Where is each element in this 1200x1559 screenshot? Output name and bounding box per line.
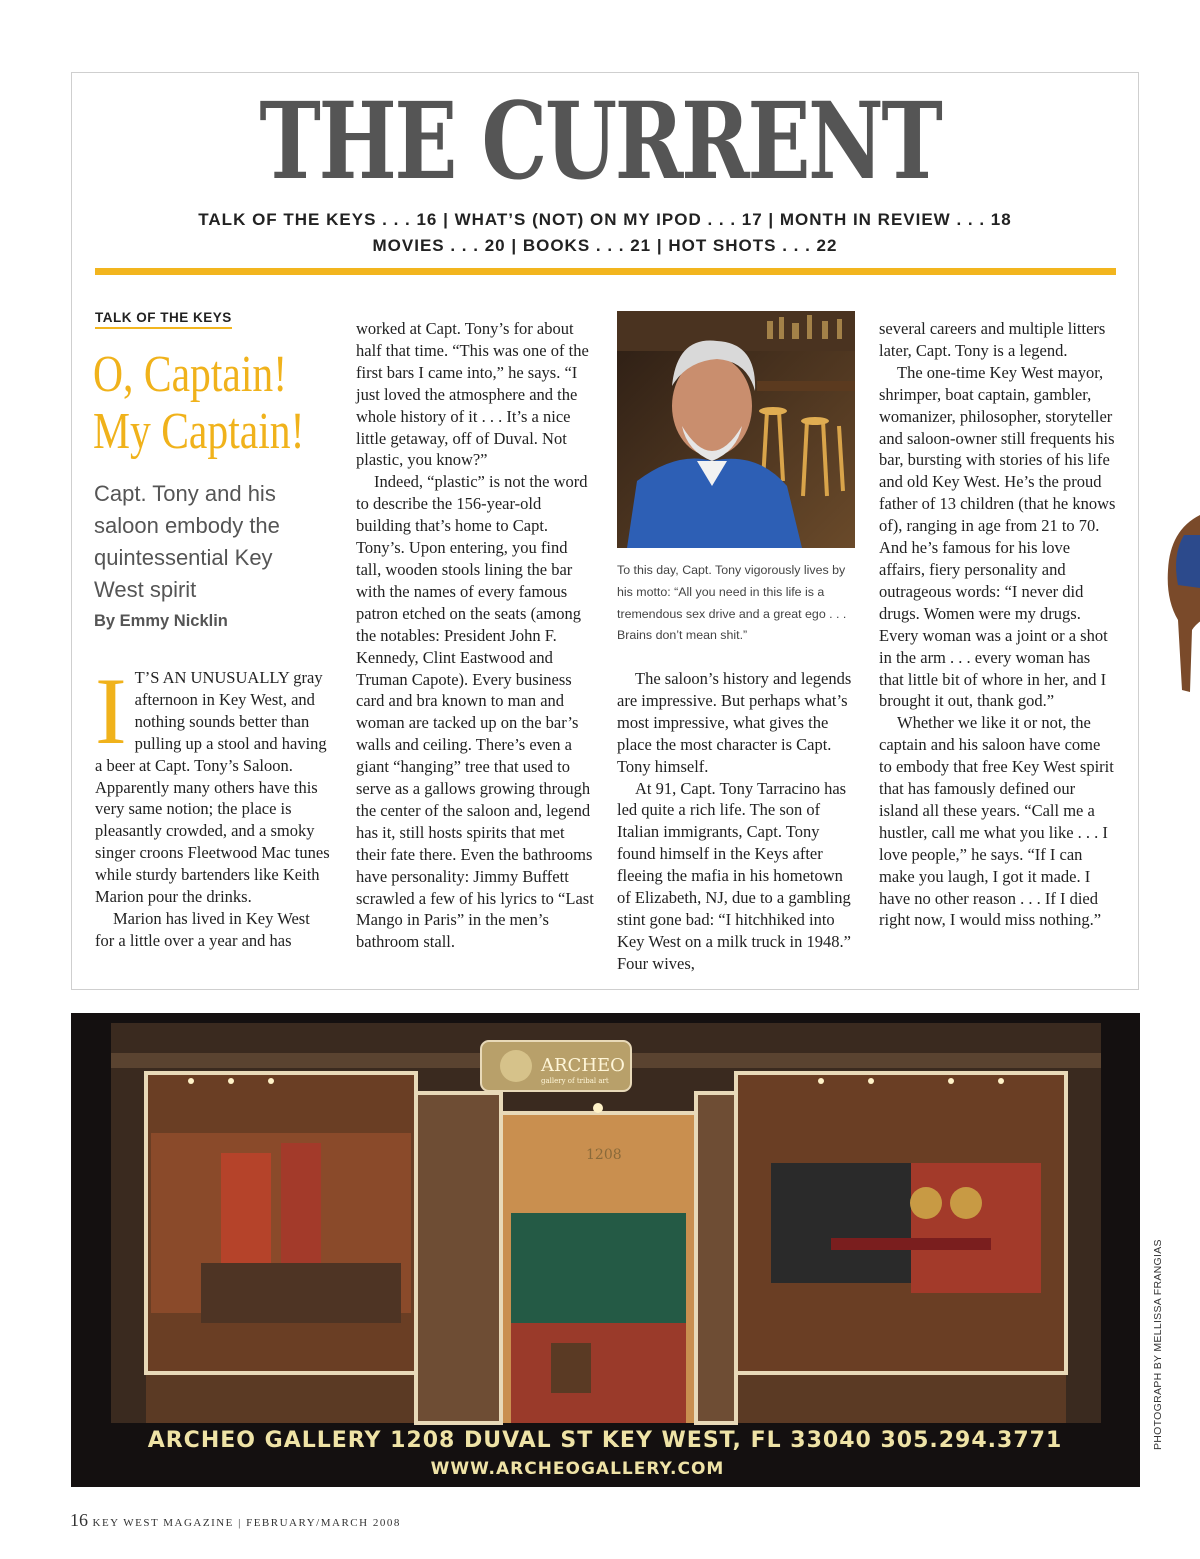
byline: By Emmy Nicklin (94, 612, 228, 630)
folio (70, 1510, 401, 1531)
gallery-sign: ARCHEO (541, 1055, 625, 1076)
paragraph: several careers and multiple litters later, Capt. Tony is a legend. (879, 319, 1106, 360)
drop-cap: I (95, 658, 127, 764)
section-label: TALK OF THE KEYS (95, 310, 232, 329)
paragraph: Marion has lived in Key West for a little over a year and has (95, 908, 310, 950)
headline (93, 346, 304, 460)
street-number: 1208 (586, 1147, 622, 1163)
gallery-sign-subtitle: gallery of tribal art (541, 1077, 609, 1085)
photo-caption: To this day, Capt. Tony vigorously lives by his motto: “All you need in this life is a tremendous sex drive and a great ego . . . Brains don’t mean shit.” (617, 563, 847, 643)
paragraph: The saloon’s history and legends are impressive. But perhaps what’s most impressive, what gives the place the most character is Capt. Tony himself. (617, 669, 852, 776)
article-column-2 (356, 318, 596, 953)
paragraph: Whether we like it or not, the captain and his saloon have come to embody that free Key West spirit that has famously defined our island all these years. “Call me a hustler, call me what you like . . . I love people,” he says. “If I can make you laugh, I got it made. I have no other reason . . . If I died right now, I would miss nothing.” (879, 713, 1114, 930)
headline-line-2: My Captain! (93, 403, 305, 460)
article-column-3 (617, 668, 857, 975)
masthead: THE CURRENT (259, 78, 941, 203)
paragraph: I T’S AN UNUSUALLY gray afternoon in Key West, and nothing sounds better than pulling up a stool and having a beer at Capt. Tony’s Saloon. Apparently many others have this very same notion; the place is pleasantly crowded, and a smoky singer croons Fleetwood Mac tunes while sturdy bartenders like Keith Marion pour the drinks. (95, 658, 330, 907)
paragraph: Indeed, “plastic” is not the word to describe the 156-year-old building that’s home to Capt. Tony’s. Upon entering, you find tall, wooden stools lining the bar with the names of every famous patron etched on the seats (among the notables: President John F. Kennedy, Clint Eastwood and Truman Capote). Every business card and bra known to man and woman are tacked up on the bar’s walls and ceiling. There’s even a giant “hanging” tree that used to serve as a gallows growing through the center of the saloon and, legend has it, still hosts spirits that met their fate there. Even the bathrooms have personality: Jimmy Buffett scrawled a few of his lyrics to “Last Mango in Paris” in the men’s bathroom stall. (356, 472, 594, 952)
captain-tony-photo (617, 311, 855, 548)
archeo-gallery-ad[interactable] (71, 1013, 1140, 1487)
section-nav-line-2: MOVIES . . . 20 | BOOKS . . . 21 | HOT SHOTS . . . 22 (372, 236, 838, 255)
horse-illustration (1160, 510, 1200, 700)
accent-rule (95, 268, 1116, 275)
paragraph: worked at Capt. Tony’s for about half that time. “This was one of the first bars I came into,” he says. “I just loved the atmosphere and the whole history of it . . . It’s a nice little getaway, off of Duval. Not plastic, you know?” (356, 319, 589, 470)
ad-website-link[interactable]: WWW.ARCHEOGALLERY.COM (430, 1459, 725, 1479)
section-nav-line-1: TALK OF THE KEYS . . . 16 | WHAT’S (NOT) ON MY IPOD . . . 17 | MONTH IN REVIEW . . . 18 (198, 210, 1012, 229)
paragraph: At 91, Capt. Tony Tarracino has led quite a rich life. The son of Italian immigrants, Capt. Tony found himself in the Keys after fleeing the mafia in his hometown of Elizabeth, NJ, due to a gambling stint gone bad: “I hitchhiked into Key West on a milk truck in 1948.” Four wives, (617, 778, 851, 973)
article-column-4 (879, 318, 1117, 931)
ad-contact-line: ARCHEO GALLERY 1208 DUVAL ST KEY WEST, FL 33040 305.294.3771 (147, 1428, 1063, 1453)
page-number: 16 (70, 1510, 88, 1530)
captain-tony-photo-illustration (617, 311, 855, 548)
publication-info: KEY WEST MAGAZINE | FEBRUARY/MARCH 2008 (92, 1517, 401, 1529)
gallery-storefront-photo (71, 1013, 1140, 1487)
article-column-1 (95, 658, 331, 952)
paragraph: The one-time Key West mayor, shrimper, boat captain, gambler, womanizer, philosopher, storyteller and saloon-owner still frequents his bar, bursting with stories of his life and old Key West. He’s the proud father of 13 children (that he knows of), ranging in age from 21 to 70. And he’s famous for his love affairs, fiery personality and outrageous words: “I never did drugs. Women were my drugs. Every woman was a joint or a shot in the arm . . . every woman has that little bit of whore in her, and I brought it out, thank god.” (879, 362, 1116, 711)
photo-credit: PHOTOGRAPH BY MELLISSA FRANGIAS (1152, 1239, 1164, 1450)
deck: Capt. Tony and his saloon embody the quintessential Key West spirit (94, 481, 280, 602)
headline-line-1: O, Captain! (93, 346, 288, 403)
